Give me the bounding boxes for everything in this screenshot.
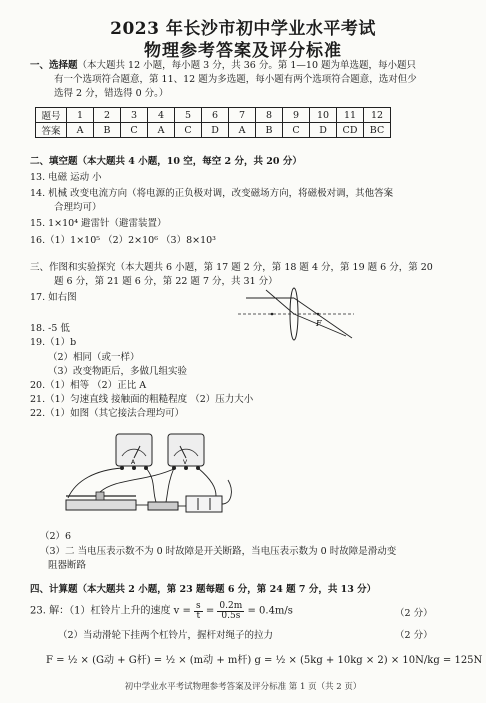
fraction-denominator: 0.5s	[221, 611, 241, 621]
answer-19-3: （3）改变物距后，多做几组实验	[48, 366, 188, 377]
answer-cell: A	[148, 123, 175, 138]
answer-14-line1: 14. 机械 改变电流方向（将电源的正负极对调，改变磁场方向，将磁极对调，其他答案	[30, 188, 394, 199]
answer-cell: BC	[364, 123, 391, 138]
answer-cell: A	[229, 123, 256, 138]
section4-heading: 四、计算题（本大题共 2 小题，第 23 题每题 6 分，第 24 题 7 分，共 13 分）	[30, 584, 377, 595]
answer-cell: D	[310, 123, 337, 138]
svg-text:V: V	[183, 459, 188, 466]
answer-16: 16.（1）1×10⁵ （2）2×10⁶ （3）8×10³	[30, 235, 216, 246]
question-number-cell: 2	[94, 108, 121, 123]
section1-intro-2: 有一个选项符合题意，第 11、12 题为多选题，每小题有两个选项符合题意，选对但少	[54, 74, 417, 85]
answer-23-2: （2）当动滑轮下挂两个杠铃片，握杆对绳子的拉力	[58, 630, 274, 641]
question-number-cell: 9	[283, 108, 310, 123]
answer-18: 18. -5 低	[30, 323, 70, 334]
answer-23-1	[30, 601, 293, 621]
section1-intro-1: （本大题共 12 小题，每小题 3 分，共 36 分。第 1—10 题为单选题，每小题只	[77, 60, 417, 71]
question-number-cell: 5	[175, 108, 202, 123]
question-number-cell: 7	[229, 108, 256, 123]
question-number-cell: 11	[337, 108, 364, 123]
answer-23-1-text: 23. 解：（1）杠铃片上升的速度 v =	[30, 605, 191, 617]
answer-22-3-line2: 阻器断路	[48, 560, 87, 571]
force-formula: F = ½ × (G动 + G杆) = ½ × (m动 + m杆) g = ½ × (5kg + 10kg × 2) × 10N/kg = 125N	[46, 655, 483, 666]
answer-cell: A	[67, 123, 94, 138]
answer-15: 15. 1×10⁴ 避雷针（避雷装置）	[30, 218, 167, 229]
answer-cell: B	[256, 123, 283, 138]
table-row	[36, 108, 391, 123]
row-label-question: 题号	[36, 108, 67, 123]
answer-19-2: （2）相同（或一样）	[48, 352, 140, 363]
question-number-cell: 6	[202, 108, 229, 123]
section1-intro-3: 选得 2 分，错选得 0 分。）	[54, 88, 169, 99]
score-2: （2 分）	[395, 630, 433, 641]
velocity-fraction	[194, 601, 203, 621]
answer-22-3-line1: （3）二 当电压表示数不为 0 时故障是开关断路，当电压表示数为 0 时故障是滑动变	[40, 546, 397, 557]
answer-21: 21.（1）匀速直线 接触面的粗糙程度 （2）压力大小	[30, 394, 254, 405]
section2-heading: 二、填空题（本大题共 4 小题，10 空，每空 2 分，共 20 分）	[30, 156, 302, 167]
answer-20: 20.（1）相等 （2）正比 A	[30, 380, 147, 391]
answer-cell: C	[283, 123, 310, 138]
question-number-cell: 3	[121, 108, 148, 123]
answer-cell: C	[121, 123, 148, 138]
score-1: （2 分）	[395, 608, 433, 619]
answer-cell: C	[175, 123, 202, 138]
answer-cell: CD	[337, 123, 364, 138]
svg-text:F: F	[316, 319, 322, 328]
question-number-cell: 8	[256, 108, 283, 123]
question-number-cell: 1	[67, 108, 94, 123]
circuit-diagram	[56, 420, 246, 528]
question-number-cell: 4	[148, 108, 175, 123]
equals-sign: =	[205, 605, 215, 617]
velocity-result: = 0.4m/s	[247, 605, 293, 617]
answer-cell: B	[94, 123, 121, 138]
question-number-cell: 12	[364, 108, 391, 123]
fraction-denominator: t	[196, 611, 201, 621]
page-title: 2023 年长沙市初中学业水平考试	[110, 19, 376, 39]
fraction-numerator: s	[196, 601, 201, 611]
answer-22-2: （2）6	[40, 531, 72, 542]
row-label-answer: 答案	[36, 123, 67, 138]
page-footer: 初中学业水平考试物理参考答案及评分标准 第 1 页（共 2 页）	[124, 682, 362, 692]
table-row	[36, 123, 391, 138]
section3-heading-1: 三、作图和实验探究（本大题共 6 小题，第 17 题 2 分，第 18 题 4 分，第 19 题 6 分，第 20	[30, 262, 433, 273]
svg-text:A: A	[131, 459, 136, 466]
question-number-cell: 10	[310, 108, 337, 123]
page-subtitle: 物理参考答案及评分标准	[144, 41, 342, 61]
section1-line1	[30, 59, 416, 73]
section1-heading: 一、选择题	[30, 60, 78, 71]
answer-22-1: 22.（1）如图（其它接法合理均可）	[30, 408, 185, 419]
answer-19-1: 19.（1）b	[30, 337, 77, 348]
answer-17: 17. 如右图	[30, 292, 77, 303]
answer-cell: D	[202, 123, 229, 138]
velocity-values-fraction	[217, 601, 244, 621]
lens-ray-diagram	[236, 284, 356, 344]
fraction-numerator: 0.2m	[219, 601, 243, 611]
answer-14-line2: 合理均可）	[54, 202, 102, 213]
answer-table	[35, 107, 391, 138]
section3-heading-2: 题 6 分，第 21 题 6 分，第 22 题 7 分，共 31 分）	[54, 276, 278, 287]
answer-13: 13. 电磁 运动 小	[30, 172, 102, 183]
